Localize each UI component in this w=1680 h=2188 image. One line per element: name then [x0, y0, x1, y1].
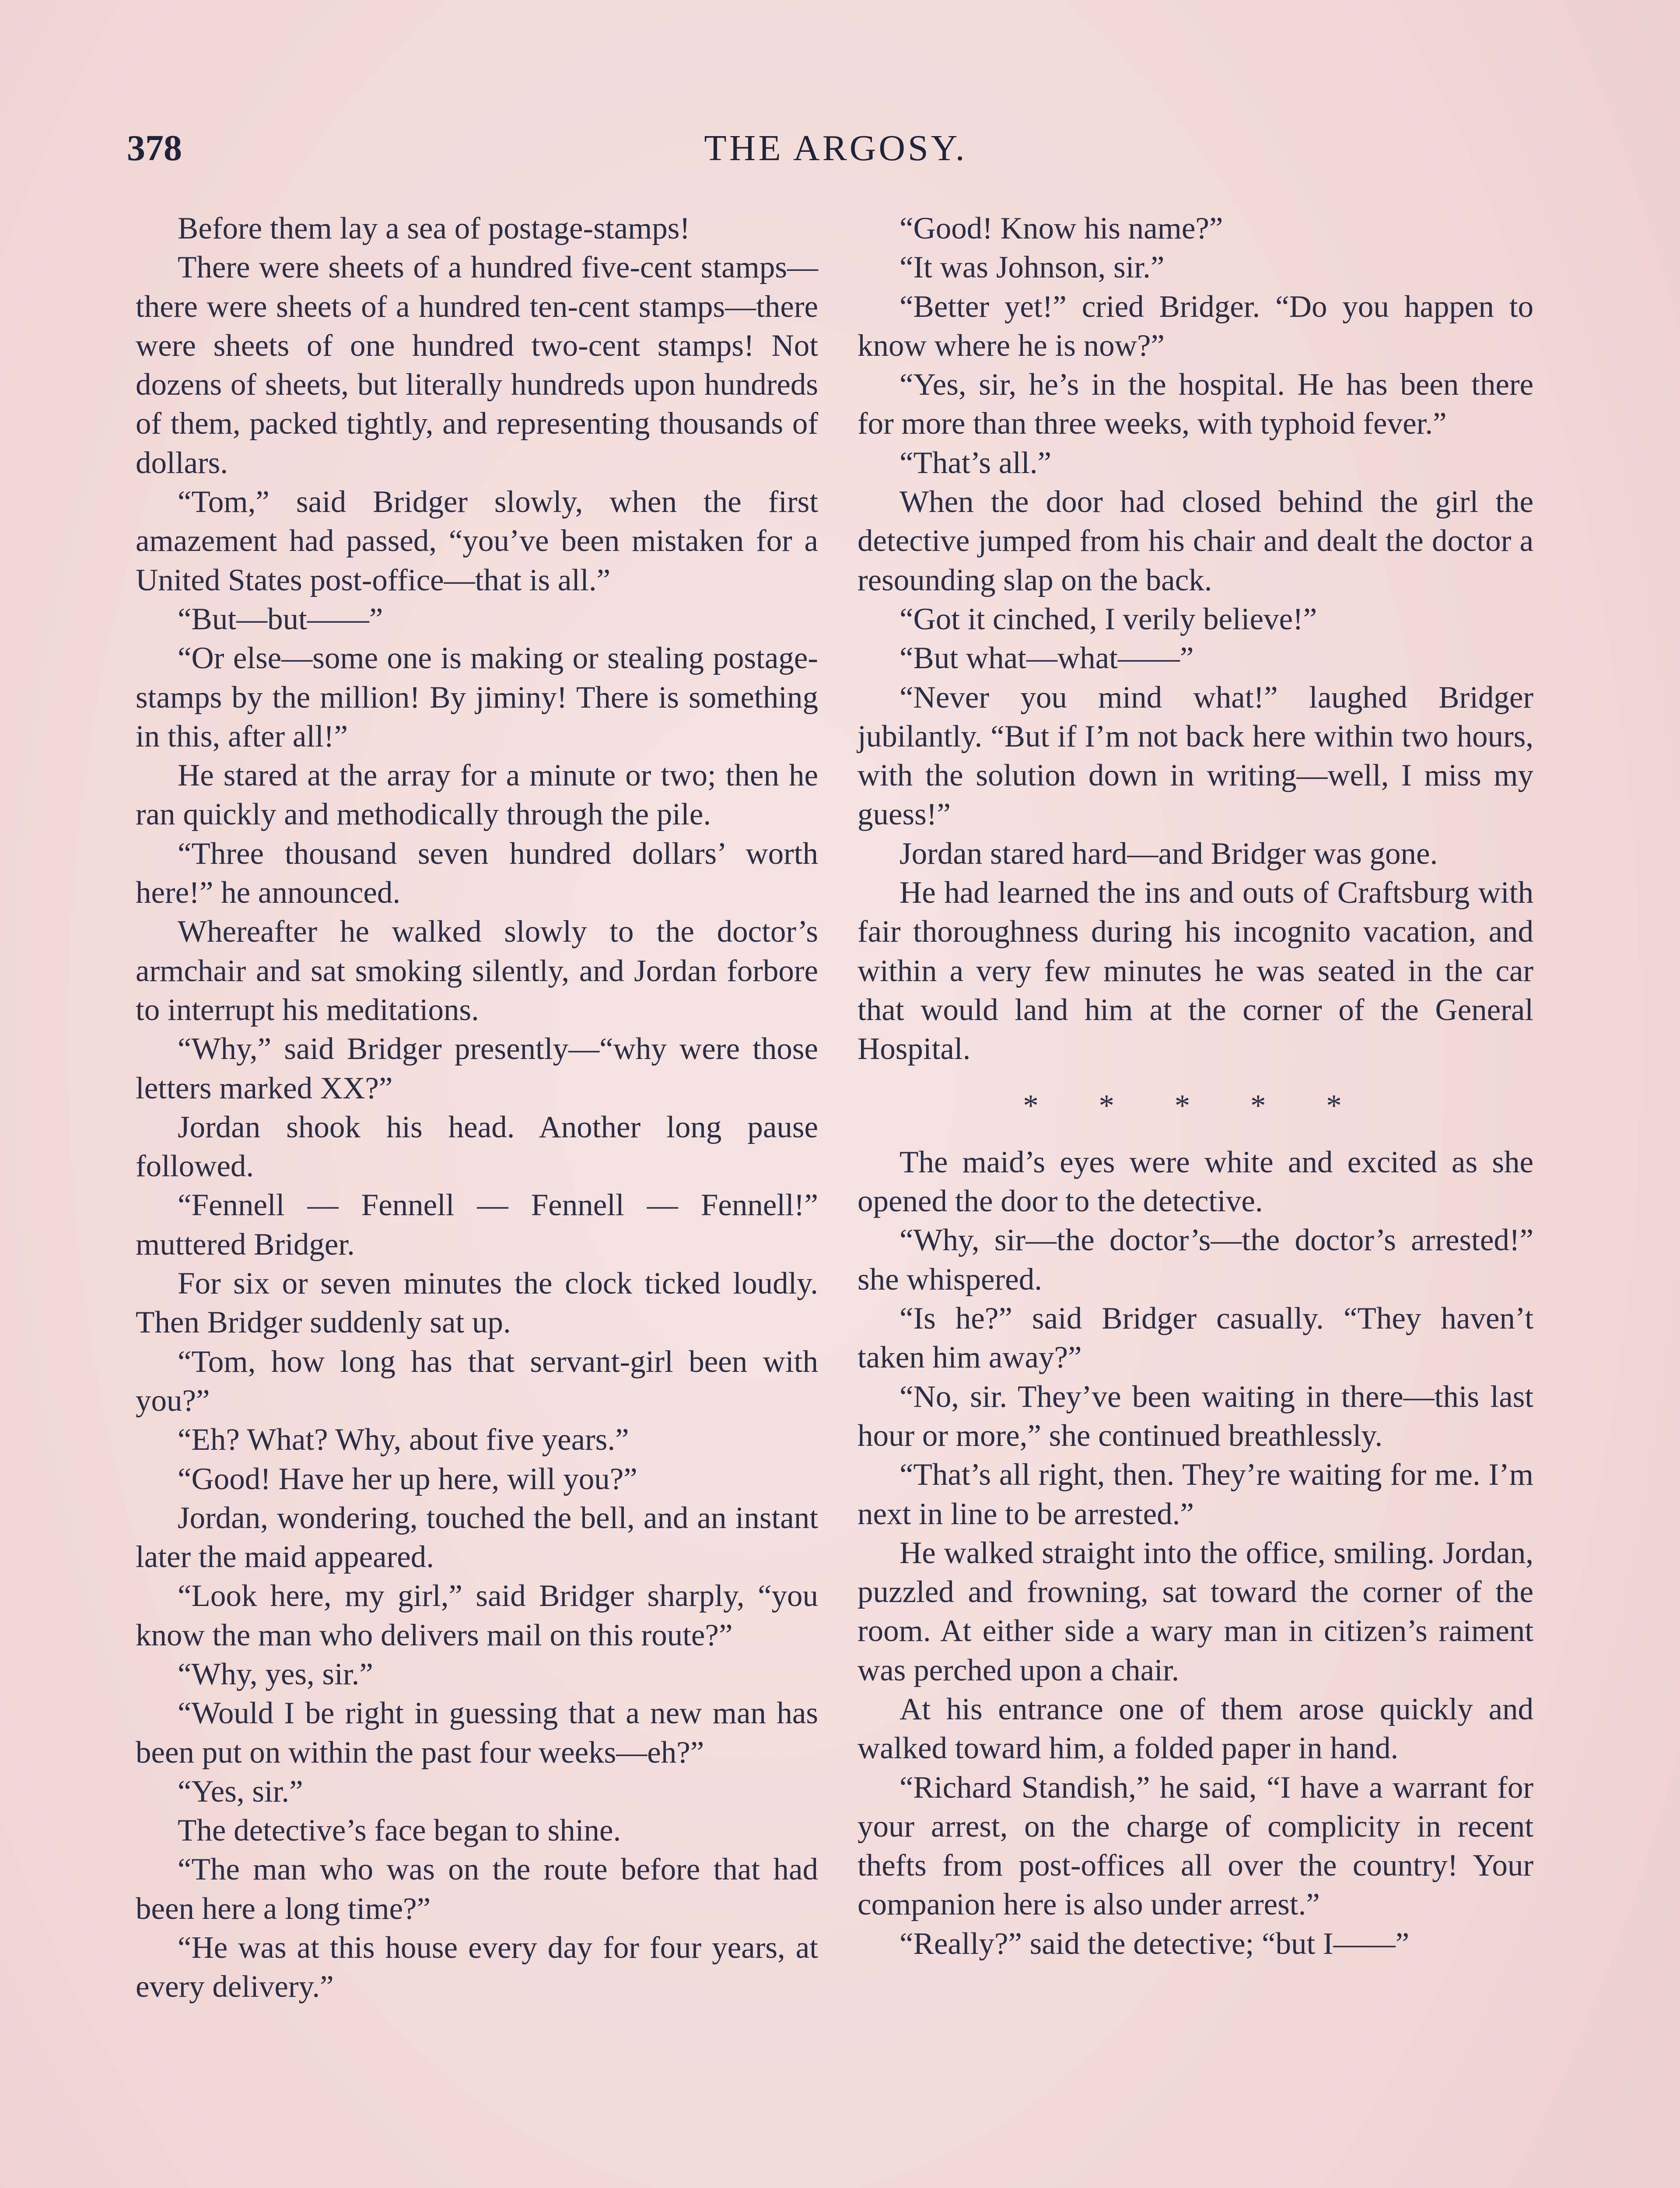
- paragraph: He walked straight into the office, smiling. Jordan, puzzled and frowning, sat toward the corner of the room. At either side a wary man in citizen’s raiment was perched upon a chair.: [858, 1536, 1533, 1687]
- paragraph: Jordan stared hard—and Bridger was gone.: [900, 836, 1438, 871]
- paragraph: Whereafter he walked slowly to the doctor’s armchair and sat smoking silently, and Jordan forbore to interrupt his meditations.: [136, 915, 818, 1027]
- paragraph: “That’s all.”: [900, 445, 1051, 480]
- paragraph: The detective’s face began to shine.: [178, 1813, 621, 1848]
- paragraph: He stared at the array for a minute or two; then he ran quickly and methodically through the pile.: [136, 758, 818, 832]
- paragraph: At his entrance one of them arose quickly and walked toward him, a folded paper in hand.: [858, 1692, 1533, 1766]
- paragraph: “Good! Have her up here, will you?”: [178, 1462, 637, 1496]
- paragraph: “Never you mind what!” laughed Bridger jubilantly. “But if I’m not back here within two hours, with the solution down in writing—well, I miss my guess!”: [858, 680, 1533, 832]
- paragraph: “Good! Know his name?”: [900, 211, 1223, 245]
- paragraph: For six or seven minutes the clock ticked loudly. Then Bridger suddenly sat up.: [136, 1266, 818, 1340]
- paragraph: “He was at this house every day for four years, at every delivery.”: [136, 1931, 818, 2004]
- paragraph: “Yes, sir.”: [178, 1774, 303, 1809]
- paragraph: “But what—what——”: [900, 641, 1194, 676]
- section-separator: * * * * *: [1023, 1088, 1368, 1123]
- paragraph: “But—but——”: [178, 602, 383, 636]
- paragraph: The maid’s eyes were white and excited as she opened the door to the detective.: [858, 1145, 1533, 1219]
- paragraph: Jordan, wondering, touched the bell, and an instant later the maid appeared.: [136, 1501, 818, 1574]
- paragraph: “Why, yes, sir.”: [178, 1657, 373, 1691]
- paragraph: There were sheets of a hundred five-cent stamps—there were sheets of a hundred ten-cent stamps—there were sheets of one hundred two-cent stamps! Not dozens of sheets, but literally hundreds upon hundreds of them, packed tightly, and representing thousands of dollars.: [136, 250, 818, 480]
- paragraph: “Why, sir—the doctor’s—the doctor’s arrested!” she whispered.: [858, 1223, 1533, 1297]
- right-column: [858, 209, 1533, 1964]
- paragraph: He had learned the ins and outs of Craftsburg with fair thoroughness during his incognito vacation, and within a very few minutes he was seated in the car that would land him at the corner of the General Hospital.: [858, 876, 1533, 1066]
- paragraph: “Yes, sir, he’s in the hospital. He has been there for more than three weeks, with typhoid fever.”: [858, 368, 1533, 441]
- paragraph: “Got it cinched, I verily believe!”: [900, 602, 1317, 636]
- paragraph: “Or else—some one is making or stealing postage-stamps by the million! By jiminy! There is something in this, after all!”: [136, 641, 818, 754]
- paragraph: “Is he?” said Bridger casually. “They haven’t taken him away?”: [858, 1301, 1533, 1375]
- paragraph: When the door had closed behind the girl the detective jumped from his chair and dealt the doctor a resounding slap on the back.: [858, 485, 1533, 597]
- page-number: 378: [127, 128, 182, 168]
- paragraph: “Eh? What? Why, about five years.”: [178, 1423, 629, 1457]
- paragraph: “Tom, how long has that servant-girl been with you?”: [136, 1344, 818, 1418]
- paragraph: “Really?” said the detective; “but I——”: [900, 1926, 1410, 1961]
- paragraph: “Tom,” said Bridger slowly, when the first amazement had passed, “you’ve been mistaken for a United States post-office—that is all.”: [136, 485, 818, 597]
- paragraph: “Why,” said Bridger presently—“why were those letters marked XX?”: [136, 1032, 818, 1105]
- paragraph: “Would I be right in guessing that a new man has been put on within the past four weeks—eh?”: [136, 1696, 818, 1770]
- page-header: [127, 127, 1544, 184]
- paragraph: “Three thousand seven hundred dollars’ worth here!” he announced.: [136, 836, 818, 910]
- paragraph: “It was Johnson, sir.”: [900, 250, 1165, 285]
- running-title: THE ARGOSY.: [704, 128, 967, 168]
- paragraph: “The man who was on the route before that had been here a long time?”: [136, 1852, 818, 1926]
- paragraph: Before them lay a sea of postage-stamps!: [178, 211, 690, 245]
- paragraph: “Look here, my girl,” said Bridger sharply, “you know the man who delivers mail on this route?”: [136, 1579, 818, 1652]
- left-column: [136, 209, 818, 2007]
- paragraph: “Fennell — Fennell — Fennell — Fennell!” muttered Bridger.: [136, 1188, 818, 1262]
- paragraph: “That’s all right, then. They’re waiting for me. I’m next in line to be arrested.”: [858, 1458, 1533, 1531]
- paragraph: Jordan shook his head. Another long pause followed.: [136, 1110, 818, 1184]
- paragraph: “No, sir. They’ve been waiting in there—this last hour or more,” she continued breathlessly.: [858, 1379, 1533, 1453]
- paragraph: “Richard Standish,” he said, “I have a warrant for your arrest, on the charge of complicity in recent thefts from post-offices all over the country! Your companion here is also under arrest.”: [858, 1770, 1533, 1922]
- paragraph: “Better yet!” cried Bridger. “Do you happen to know where he is now?”: [858, 289, 1533, 363]
